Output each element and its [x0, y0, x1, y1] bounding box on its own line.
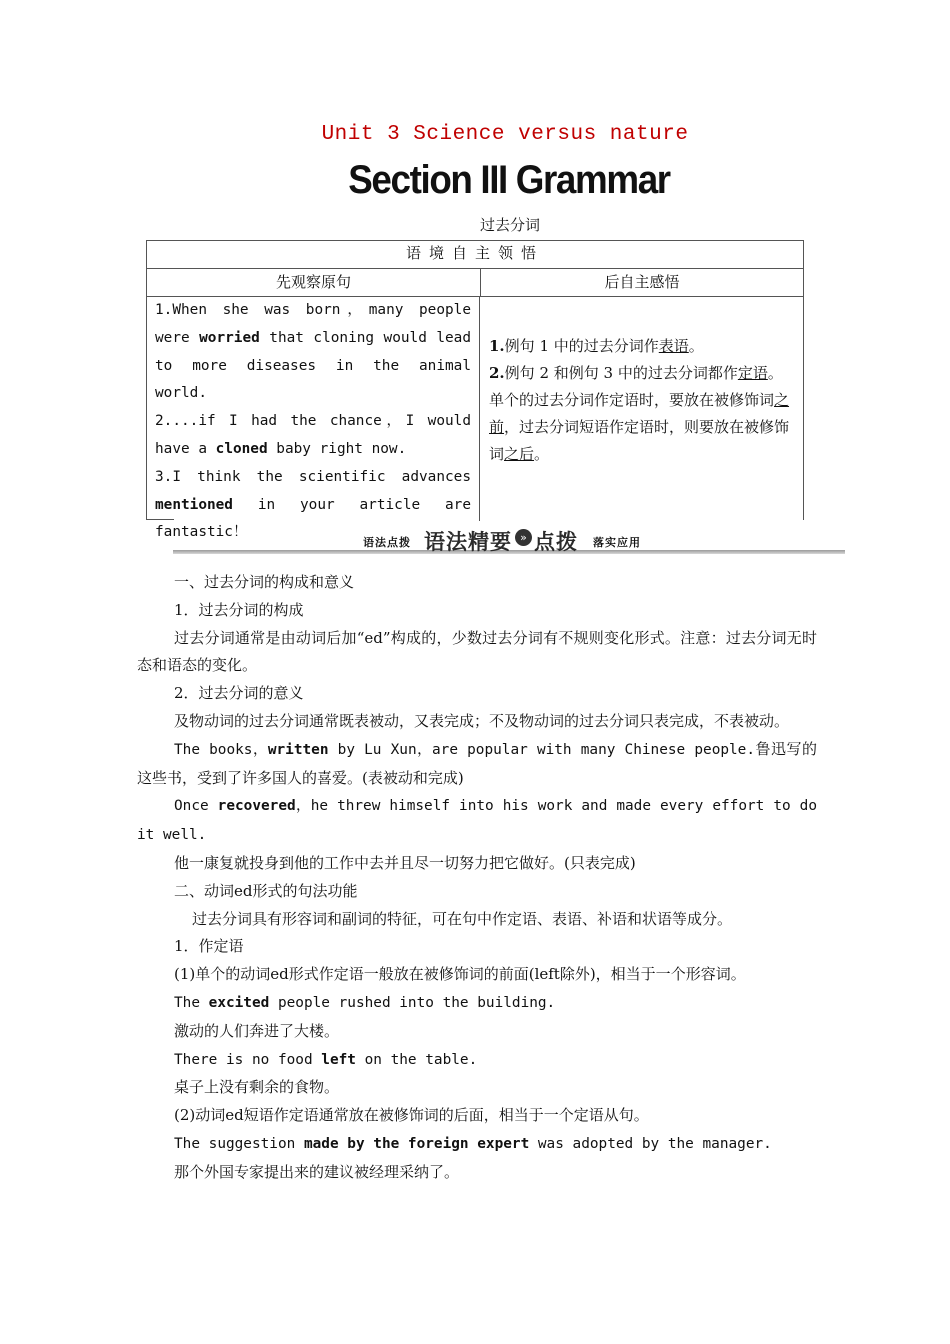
- subheading-1-2: 2．过去分词的意义: [174, 684, 304, 703]
- subheading-1-1: 1．过去分词的构成: [174, 600, 304, 619]
- example-1: 1.When she was born，many people were worried that cloning would lead to more diseases in the animal world.: [155, 302, 471, 402]
- topic-subtitle: 过去分词: [479, 216, 540, 234]
- section-title: Section III Grammar: [348, 158, 670, 202]
- example-excited: The excited people rushed into the building.: [174, 994, 556, 1011]
- example-recovered-translation: 他一康复就投身到他的工作中去并且尽一切努力把它做好。(只表完成): [174, 853, 636, 872]
- paragraph-single-attributive: (1)单个的动词ed形式作定语一般放在被修饰词的前面(left除外)，相当于一个形容词。: [174, 965, 746, 984]
- banner-main-label: 语法精要: [424, 529, 512, 554]
- insight-1: 1.例句 1 中的过去分词作表语。: [489, 337, 704, 355]
- example-3: 3.I think the scientific advances mentioned in your article are fantastic！: [155, 468, 471, 541]
- table-bottom-stub: [146, 519, 174, 520]
- insight-2: 2.例句 2 和例句 3 中的过去分词都作定语。单个的过去分词作定语时，要放在被修饰词之前，过去分词短语作定语时，则要放在被修饰词之后。: [489, 364, 790, 463]
- example-made-by: The suggestion made by the foreign expert was adopted by the manager.: [174, 1135, 772, 1152]
- paragraph-phrase-attributive: (2)动词ed短语作定语通常放在被修饰词的后面，相当于一个定语从句。: [174, 1106, 649, 1125]
- example-written: The books，written by Lu Xun，are popular with many Chinese people.鲁迅写的这些书，受到了许多国人的喜爱。(表被动和完成): [137, 739, 817, 787]
- example-made-by-translation: 那个外国专家提出来的建议被经理采纳了。: [174, 1162, 460, 1181]
- example-recovered: Once recovered，he threw himself into his work and made every effort to do it well.: [137, 798, 817, 844]
- heading-2: 二、动词ed形式的句法功能: [174, 881, 358, 900]
- paragraph-formation: 过去分词通常是由动词后加“ed”构成的，少数过去分词有不规则变化形式。注意：过去分词无时态和语态的变化。: [137, 628, 817, 675]
- paragraph-functions: 过去分词具有形容词和副词的特征，可在句中作定语、表语、补语和状语等成分。: [192, 909, 733, 928]
- heading-1: 一、过去分词的构成和意义: [174, 573, 355, 591]
- grammar-notes: [137, 569, 817, 1187]
- banner-main-label-2: 点拨: [534, 529, 578, 554]
- insights-cell: [481, 297, 803, 521]
- paragraph-meaning: 及物动词的过去分词通常既表被动，又表完成；不及物动词的过去分词只表完成，不表被动。: [174, 711, 790, 730]
- column-header-observe: 先观察原句: [147, 269, 481, 296]
- column-header-reflect: 后自主感悟: [604, 273, 680, 291]
- table-title: 语境自主领悟: [147, 241, 803, 269]
- example-left: There is no food left on the table.: [174, 1051, 478, 1068]
- arrow-right-icon: »: [515, 529, 532, 546]
- example-excited-translation: 激动的人们奔进了大楼。: [174, 1021, 340, 1040]
- context-table: [146, 240, 804, 541]
- banner-left-label: 语法点拨: [363, 536, 411, 549]
- banner-right-label: 落实应用: [593, 536, 641, 549]
- table-column-headers: [147, 269, 803, 297]
- example-sentences-cell: [147, 297, 480, 541]
- example-left-translation: 桌子上没有剩余的食物。: [174, 1078, 340, 1097]
- subheading-2-1: 1．作定语: [174, 937, 244, 956]
- example-2: 2....if I had the chance，I would have a cloned baby right now.: [155, 413, 471, 457]
- unit-title: Unit 3 Science versus nature: [321, 123, 689, 146]
- section-banner: [173, 524, 845, 560]
